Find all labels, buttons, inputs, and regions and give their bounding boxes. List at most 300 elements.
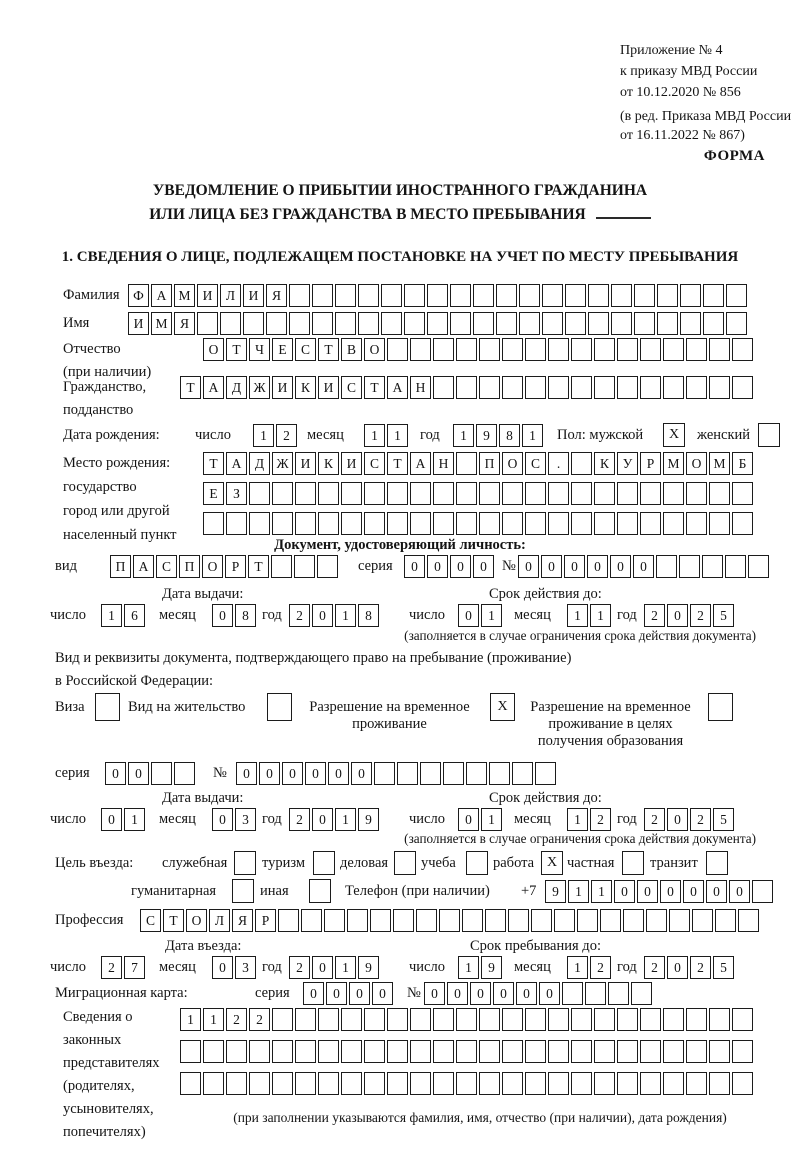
char-cell[interactable] xyxy=(663,338,684,361)
char-cell[interactable]: 1 xyxy=(481,604,502,627)
char-cell[interactable] xyxy=(525,1008,546,1031)
char-cell[interactable] xyxy=(318,512,339,535)
char-cell[interactable] xyxy=(502,1008,523,1031)
char-cell[interactable]: С xyxy=(156,555,177,578)
char-cell[interactable] xyxy=(335,284,356,307)
char-cell[interactable] xyxy=(525,482,546,505)
char-cell[interactable]: 0 xyxy=(303,982,324,1005)
char-cell[interactable] xyxy=(317,555,338,578)
char-cell[interactable] xyxy=(295,1008,316,1031)
char-cell[interactable] xyxy=(456,482,477,505)
char-cell[interactable] xyxy=(374,762,395,785)
purpose-humanitarian-checkbox[interactable] xyxy=(232,879,254,903)
char-cell[interactable] xyxy=(686,376,707,399)
char-cell[interactable] xyxy=(617,512,638,535)
char-cell[interactable] xyxy=(479,482,500,505)
char-cell[interactable]: О xyxy=(203,338,224,361)
char-cell[interactable] xyxy=(456,452,477,475)
char-cell[interactable]: П xyxy=(179,555,200,578)
birth-month-boxes[interactable] xyxy=(364,424,410,447)
char-cell[interactable] xyxy=(508,909,529,932)
char-cell[interactable]: 1 xyxy=(567,808,588,831)
char-cell[interactable] xyxy=(525,512,546,535)
char-cell[interactable] xyxy=(502,1040,523,1063)
char-cell[interactable] xyxy=(669,909,690,932)
char-cell[interactable]: 0 xyxy=(458,808,479,831)
char-cell[interactable]: 1 xyxy=(253,424,274,447)
char-cell[interactable] xyxy=(752,880,773,903)
char-cell[interactable] xyxy=(433,482,454,505)
char-cell[interactable] xyxy=(686,512,707,535)
char-cell[interactable]: 0 xyxy=(328,762,349,785)
char-cell[interactable]: М xyxy=(709,452,730,475)
char-cell[interactable]: 0 xyxy=(212,956,233,979)
char-cell[interactable]: 0 xyxy=(729,880,750,903)
char-cell[interactable]: 2 xyxy=(226,1008,247,1031)
char-cell[interactable] xyxy=(732,1072,753,1095)
char-cell[interactable]: 6 xyxy=(124,604,145,627)
purpose-private-checkbox[interactable] xyxy=(622,851,644,875)
char-cell[interactable] xyxy=(410,512,431,535)
char-cell[interactable] xyxy=(525,338,546,361)
char-cell[interactable] xyxy=(663,1072,684,1095)
char-cell[interactable]: И xyxy=(272,376,293,399)
entry-year-boxes[interactable] xyxy=(289,956,381,979)
char-cell[interactable]: 0 xyxy=(473,555,494,578)
char-cell[interactable] xyxy=(249,1040,270,1063)
char-cell[interactable] xyxy=(732,1008,753,1031)
char-cell[interactable]: Ч xyxy=(249,338,270,361)
char-cell[interactable]: Р xyxy=(640,452,661,475)
patronymic-boxes[interactable] xyxy=(203,338,755,361)
char-cell[interactable]: 0 xyxy=(312,808,333,831)
char-cell[interactable]: 0 xyxy=(610,555,631,578)
purpose-business-checkbox[interactable] xyxy=(394,851,416,875)
char-cell[interactable] xyxy=(502,482,523,505)
char-cell[interactable] xyxy=(427,284,448,307)
edu-permit-checkbox[interactable] xyxy=(708,693,733,721)
char-cell[interactable] xyxy=(611,284,632,307)
representatives-row-1-boxes[interactable] xyxy=(180,1008,755,1031)
char-cell[interactable] xyxy=(502,512,523,535)
char-cell[interactable]: Т xyxy=(180,376,201,399)
char-cell[interactable]: И xyxy=(295,452,316,475)
char-cell[interactable] xyxy=(585,982,606,1005)
char-cell[interactable] xyxy=(617,338,638,361)
char-cell[interactable] xyxy=(594,482,615,505)
char-cell[interactable] xyxy=(663,1040,684,1063)
char-cell[interactable]: 2 xyxy=(644,808,665,831)
char-cell[interactable]: 0 xyxy=(450,555,471,578)
char-cell[interactable]: С xyxy=(140,909,161,932)
char-cell[interactable]: 0 xyxy=(667,604,688,627)
birthplace-row-2-boxes[interactable] xyxy=(203,482,755,505)
char-cell[interactable] xyxy=(617,376,638,399)
char-cell[interactable] xyxy=(571,1008,592,1031)
char-cell[interactable]: 2 xyxy=(101,956,122,979)
char-cell[interactable] xyxy=(358,312,379,335)
char-cell[interactable] xyxy=(634,312,655,335)
char-cell[interactable]: 2 xyxy=(690,604,711,627)
char-cell[interactable]: 2 xyxy=(289,604,310,627)
char-cell[interactable] xyxy=(364,1008,385,1031)
char-cell[interactable]: Т xyxy=(203,452,224,475)
char-cell[interactable]: П xyxy=(110,555,131,578)
char-cell[interactable]: 1 xyxy=(101,604,122,627)
doc-valid-day-boxes[interactable] xyxy=(458,604,504,627)
char-cell[interactable]: О xyxy=(502,452,523,475)
char-cell[interactable] xyxy=(611,312,632,335)
citizenship-boxes[interactable] xyxy=(180,376,755,399)
char-cell[interactable] xyxy=(512,762,533,785)
char-cell[interactable]: 0 xyxy=(447,982,468,1005)
char-cell[interactable] xyxy=(617,1008,638,1031)
char-cell[interactable]: 7 xyxy=(124,956,145,979)
char-cell[interactable]: 2 xyxy=(289,808,310,831)
char-cell[interactable]: 1 xyxy=(591,880,612,903)
char-cell[interactable] xyxy=(640,338,661,361)
char-cell[interactable]: И xyxy=(128,312,149,335)
representatives-row-3-boxes[interactable] xyxy=(180,1072,755,1095)
char-cell[interactable]: У xyxy=(617,452,638,475)
doc-valid-year-boxes[interactable] xyxy=(644,604,736,627)
char-cell[interactable] xyxy=(410,1040,431,1063)
char-cell[interactable]: 9 xyxy=(358,956,379,979)
char-cell[interactable]: 1 xyxy=(453,424,474,447)
char-cell[interactable] xyxy=(640,376,661,399)
char-cell[interactable] xyxy=(272,482,293,505)
char-cell[interactable] xyxy=(732,338,753,361)
char-cell[interactable] xyxy=(347,909,368,932)
char-cell[interactable] xyxy=(243,312,264,335)
char-cell[interactable] xyxy=(197,312,218,335)
char-cell[interactable]: И xyxy=(197,284,218,307)
char-cell[interactable]: 0 xyxy=(128,762,149,785)
char-cell[interactable] xyxy=(180,1072,201,1095)
char-cell[interactable]: Ф xyxy=(128,284,149,307)
char-cell[interactable]: Т xyxy=(163,909,184,932)
profession-boxes[interactable] xyxy=(140,909,761,932)
char-cell[interactable] xyxy=(709,1072,730,1095)
char-cell[interactable] xyxy=(312,284,333,307)
char-cell[interactable] xyxy=(433,338,454,361)
char-cell[interactable] xyxy=(646,909,667,932)
doc-valid-month-boxes[interactable] xyxy=(567,604,613,627)
char-cell[interactable]: 0 xyxy=(101,808,122,831)
char-cell[interactable] xyxy=(703,312,724,335)
char-cell[interactable] xyxy=(226,512,247,535)
char-cell[interactable] xyxy=(318,1072,339,1095)
char-cell[interactable] xyxy=(525,376,546,399)
char-cell[interactable]: 1 xyxy=(522,424,543,447)
char-cell[interactable]: 0 xyxy=(105,762,126,785)
char-cell[interactable] xyxy=(656,555,677,578)
char-cell[interactable]: Т xyxy=(226,338,247,361)
char-cell[interactable]: 2 xyxy=(590,808,611,831)
char-cell[interactable]: 2 xyxy=(249,1008,270,1031)
char-cell[interactable] xyxy=(702,555,723,578)
char-cell[interactable] xyxy=(709,1008,730,1031)
permit-valid-year-boxes[interactable] xyxy=(644,808,736,831)
char-cell[interactable] xyxy=(571,376,592,399)
char-cell[interactable] xyxy=(657,284,678,307)
char-cell[interactable] xyxy=(608,982,629,1005)
char-cell[interactable] xyxy=(433,1040,454,1063)
char-cell[interactable] xyxy=(427,312,448,335)
char-cell[interactable]: Д xyxy=(226,376,247,399)
char-cell[interactable]: Т xyxy=(318,338,339,361)
char-cell[interactable]: 1 xyxy=(567,604,588,627)
char-cell[interactable] xyxy=(271,555,292,578)
char-cell[interactable] xyxy=(738,909,759,932)
char-cell[interactable] xyxy=(272,512,293,535)
char-cell[interactable] xyxy=(531,909,552,932)
char-cell[interactable] xyxy=(594,338,615,361)
char-cell[interactable] xyxy=(479,1040,500,1063)
char-cell[interactable] xyxy=(663,376,684,399)
permit-issue-day-boxes[interactable] xyxy=(101,808,147,831)
char-cell[interactable] xyxy=(249,1072,270,1095)
char-cell[interactable] xyxy=(548,376,569,399)
char-cell[interactable] xyxy=(519,312,540,335)
char-cell[interactable] xyxy=(565,284,586,307)
char-cell[interactable]: 0 xyxy=(458,604,479,627)
char-cell[interactable]: 2 xyxy=(644,604,665,627)
char-cell[interactable]: 0 xyxy=(587,555,608,578)
char-cell[interactable] xyxy=(732,1040,753,1063)
char-cell[interactable]: 0 xyxy=(212,808,233,831)
char-cell[interactable] xyxy=(404,284,425,307)
doc-issue-year-boxes[interactable] xyxy=(289,604,381,627)
char-cell[interactable]: . xyxy=(548,452,569,475)
char-cell[interactable] xyxy=(600,909,621,932)
char-cell[interactable] xyxy=(489,762,510,785)
char-cell[interactable] xyxy=(617,1072,638,1095)
char-cell[interactable] xyxy=(571,452,592,475)
char-cell[interactable] xyxy=(548,482,569,505)
purpose-transit-checkbox[interactable] xyxy=(706,851,728,875)
char-cell[interactable]: 0 xyxy=(349,982,370,1005)
temp-permit-checkbox[interactable]: X xyxy=(490,693,515,721)
char-cell[interactable]: 0 xyxy=(633,555,654,578)
char-cell[interactable]: Т xyxy=(387,452,408,475)
char-cell[interactable] xyxy=(272,1008,293,1031)
char-cell[interactable] xyxy=(525,1072,546,1095)
char-cell[interactable]: 0 xyxy=(427,555,448,578)
char-cell[interactable]: О xyxy=(686,452,707,475)
char-cell[interactable] xyxy=(479,376,500,399)
char-cell[interactable] xyxy=(732,512,753,535)
char-cell[interactable]: 9 xyxy=(358,808,379,831)
char-cell[interactable] xyxy=(577,909,598,932)
char-cell[interactable] xyxy=(364,512,385,535)
char-cell[interactable] xyxy=(397,762,418,785)
migcard-series-boxes[interactable] xyxy=(303,982,395,1005)
char-cell[interactable]: 2 xyxy=(644,956,665,979)
char-cell[interactable] xyxy=(686,1072,707,1095)
char-cell[interactable] xyxy=(249,512,270,535)
char-cell[interactable]: 0 xyxy=(539,982,560,1005)
char-cell[interactable]: 0 xyxy=(541,555,562,578)
char-cell[interactable] xyxy=(479,338,500,361)
char-cell[interactable] xyxy=(387,338,408,361)
char-cell[interactable] xyxy=(479,1008,500,1031)
char-cell[interactable] xyxy=(554,909,575,932)
char-cell[interactable]: 3 xyxy=(235,956,256,979)
char-cell[interactable]: 0 xyxy=(212,604,233,627)
char-cell[interactable]: 0 xyxy=(683,880,704,903)
char-cell[interactable] xyxy=(571,512,592,535)
char-cell[interactable]: И xyxy=(243,284,264,307)
char-cell[interactable]: Д xyxy=(249,452,270,475)
char-cell[interactable]: О xyxy=(364,338,385,361)
char-cell[interactable] xyxy=(295,512,316,535)
sex-male-checkbox[interactable]: X xyxy=(663,423,685,447)
char-cell[interactable]: 1 xyxy=(335,808,356,831)
char-cell[interactable]: А xyxy=(410,452,431,475)
char-cell[interactable] xyxy=(301,909,322,932)
char-cell[interactable]: 0 xyxy=(493,982,514,1005)
char-cell[interactable] xyxy=(535,762,556,785)
char-cell[interactable]: А xyxy=(226,452,247,475)
char-cell[interactable]: И xyxy=(318,376,339,399)
purpose-work-checkbox[interactable]: X xyxy=(541,851,563,875)
char-cell[interactable] xyxy=(335,312,356,335)
char-cell[interactable] xyxy=(226,1040,247,1063)
char-cell[interactable] xyxy=(295,1040,316,1063)
char-cell[interactable] xyxy=(416,909,437,932)
char-cell[interactable] xyxy=(387,1072,408,1095)
char-cell[interactable] xyxy=(439,909,460,932)
doc-number-boxes[interactable] xyxy=(518,555,771,578)
char-cell[interactable] xyxy=(433,1008,454,1031)
char-cell[interactable] xyxy=(466,762,487,785)
char-cell[interactable]: 0 xyxy=(637,880,658,903)
char-cell[interactable]: 0 xyxy=(424,982,445,1005)
char-cell[interactable]: Р xyxy=(225,555,246,578)
char-cell[interactable] xyxy=(548,338,569,361)
char-cell[interactable] xyxy=(485,909,506,932)
char-cell[interactable]: 0 xyxy=(660,880,681,903)
char-cell[interactable] xyxy=(266,312,287,335)
sex-female-checkbox[interactable] xyxy=(758,423,780,447)
char-cell[interactable] xyxy=(571,1040,592,1063)
permit-issue-month-boxes[interactable] xyxy=(212,808,258,831)
purpose-tourism-checkbox[interactable] xyxy=(313,851,335,875)
char-cell[interactable] xyxy=(748,555,769,578)
char-cell[interactable] xyxy=(272,1072,293,1095)
char-cell[interactable] xyxy=(364,1040,385,1063)
char-cell[interactable] xyxy=(594,1040,615,1063)
char-cell[interactable]: 5 xyxy=(713,808,734,831)
char-cell[interactable] xyxy=(502,1072,523,1095)
char-cell[interactable] xyxy=(364,1072,385,1095)
char-cell[interactable]: Н xyxy=(433,452,454,475)
char-cell[interactable]: Р xyxy=(255,909,276,932)
char-cell[interactable]: 9 xyxy=(545,880,566,903)
char-cell[interactable] xyxy=(220,312,241,335)
char-cell[interactable] xyxy=(381,284,402,307)
char-cell[interactable] xyxy=(479,1072,500,1095)
char-cell[interactable]: 1 xyxy=(203,1008,224,1031)
char-cell[interactable]: 2 xyxy=(590,956,611,979)
char-cell[interactable] xyxy=(341,1072,362,1095)
char-cell[interactable]: 1 xyxy=(335,956,356,979)
char-cell[interactable]: С xyxy=(525,452,546,475)
char-cell[interactable]: 0 xyxy=(351,762,372,785)
char-cell[interactable] xyxy=(387,482,408,505)
char-cell[interactable] xyxy=(364,482,385,505)
char-cell[interactable] xyxy=(450,284,471,307)
char-cell[interactable] xyxy=(318,1008,339,1031)
char-cell[interactable] xyxy=(151,762,172,785)
char-cell[interactable]: К xyxy=(594,452,615,475)
char-cell[interactable]: 2 xyxy=(690,808,711,831)
char-cell[interactable] xyxy=(289,284,310,307)
char-cell[interactable] xyxy=(709,482,730,505)
char-cell[interactable] xyxy=(571,338,592,361)
char-cell[interactable] xyxy=(433,512,454,535)
char-cell[interactable]: 0 xyxy=(305,762,326,785)
char-cell[interactable] xyxy=(703,284,724,307)
char-cell[interactable]: 9 xyxy=(476,424,497,447)
char-cell[interactable]: 1 xyxy=(335,604,356,627)
char-cell[interactable] xyxy=(571,482,592,505)
char-cell[interactable] xyxy=(680,284,701,307)
doc-issue-month-boxes[interactable] xyxy=(212,604,258,627)
char-cell[interactable] xyxy=(278,909,299,932)
char-cell[interactable] xyxy=(686,1040,707,1063)
char-cell[interactable] xyxy=(640,1072,661,1095)
char-cell[interactable] xyxy=(542,284,563,307)
permit-valid-month-boxes[interactable] xyxy=(567,808,613,831)
char-cell[interactable]: 8 xyxy=(235,604,256,627)
entry-day-boxes[interactable] xyxy=(101,956,147,979)
char-cell[interactable] xyxy=(502,338,523,361)
char-cell[interactable] xyxy=(519,284,540,307)
char-cell[interactable] xyxy=(623,909,644,932)
phone-boxes[interactable] xyxy=(545,880,775,903)
char-cell[interactable] xyxy=(341,1040,362,1063)
char-cell[interactable]: С xyxy=(341,376,362,399)
char-cell[interactable] xyxy=(709,512,730,535)
char-cell[interactable] xyxy=(588,284,609,307)
char-cell[interactable]: А xyxy=(151,284,172,307)
char-cell[interactable] xyxy=(203,512,224,535)
char-cell[interactable] xyxy=(410,482,431,505)
char-cell[interactable] xyxy=(594,1008,615,1031)
migcard-number-boxes[interactable] xyxy=(424,982,654,1005)
char-cell[interactable] xyxy=(640,1040,661,1063)
char-cell[interactable]: 0 xyxy=(236,762,257,785)
permit-issue-year-boxes[interactable] xyxy=(289,808,381,831)
char-cell[interactable]: К xyxy=(295,376,316,399)
char-cell[interactable] xyxy=(203,1072,224,1095)
char-cell[interactable] xyxy=(462,909,483,932)
char-cell[interactable] xyxy=(725,555,746,578)
char-cell[interactable] xyxy=(496,312,517,335)
stay-month-boxes[interactable] xyxy=(567,956,613,979)
birthplace-row-1-boxes[interactable] xyxy=(203,452,755,475)
char-cell[interactable]: 1 xyxy=(364,424,385,447)
char-cell[interactable] xyxy=(272,1040,293,1063)
char-cell[interactable]: 2 xyxy=(289,956,310,979)
char-cell[interactable] xyxy=(657,312,678,335)
char-cell[interactable] xyxy=(496,284,517,307)
char-cell[interactable]: 0 xyxy=(282,762,303,785)
char-cell[interactable] xyxy=(709,1040,730,1063)
char-cell[interactable]: 1 xyxy=(180,1008,201,1031)
